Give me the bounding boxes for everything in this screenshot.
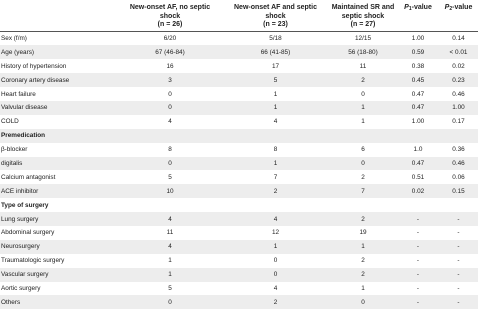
row-label: Coronary artery disease — [0, 73, 118, 87]
group2-value — [222, 129, 329, 143]
group2-value: 7 — [273, 173, 278, 181]
group1-value: 11 — [166, 229, 174, 237]
table-row — [0, 184, 478, 198]
p2-value: - — [439, 212, 478, 226]
group2-value: 5 — [222, 73, 329, 87]
group2-value: 1 — [222, 101, 329, 115]
table-row — [0, 170, 478, 184]
p1-value: - — [416, 257, 420, 265]
table-row — [0, 226, 478, 240]
header-p-letter: P — [444, 4, 450, 11]
header-new-onset-af-no-shock — [118, 0, 222, 31]
section-title: Premedication — [0, 129, 118, 143]
row-label: Heart failure — [1, 90, 36, 98]
table-row — [0, 254, 478, 268]
group1-value: 1 — [168, 257, 172, 265]
table-row — [0, 59, 478, 73]
header-count: (n = 26) — [157, 21, 183, 28]
p1-value: 1.0 — [413, 146, 423, 154]
p2-value: 0.06 — [452, 173, 465, 181]
header-new-onset-af-septic-shock — [222, 0, 329, 31]
p1-value: - — [397, 268, 439, 282]
group1-value: 1 — [118, 268, 222, 282]
group1-value: 8 — [168, 146, 172, 154]
p2-value: 0.46 — [452, 90, 465, 98]
group1-value: 5 — [168, 284, 172, 292]
p2-value: 0.23 — [439, 73, 478, 87]
row-label: Sex (f/m) — [1, 34, 27, 42]
p2-value — [439, 198, 478, 212]
header-subscript: 1 — [408, 6, 412, 12]
p2-value: 0.46 — [439, 157, 478, 171]
row-label: Valvular disease — [0, 101, 118, 115]
p2-value: 0.17 — [452, 118, 465, 126]
header-subscript: 2 — [449, 6, 453, 12]
row-label: Others — [0, 295, 118, 309]
p2-value: - — [439, 295, 478, 309]
group2-value — [222, 198, 329, 212]
group3-value: 2 — [361, 173, 365, 181]
row-label: Vascular surgery — [0, 268, 118, 282]
p2-value: - — [457, 284, 460, 292]
p1-value: 0.51 — [411, 173, 425, 181]
group1-value: 4 — [168, 118, 172, 126]
group3-value: 12/15 — [355, 34, 371, 42]
p1-value — [397, 129, 439, 143]
group3-value: 0 — [329, 295, 397, 309]
table-row — [0, 295, 478, 309]
p1-value: - — [397, 295, 439, 309]
p1-value: 1.00 — [411, 118, 425, 126]
p2-value: < 0.01 — [439, 45, 478, 59]
table-row — [0, 212, 478, 226]
table-row — [0, 31, 478, 45]
table-header — [0, 0, 478, 31]
group2-value: 1 — [222, 240, 329, 254]
p2-value: - — [439, 268, 478, 282]
table-row — [0, 268, 478, 282]
header-maintained-sr-septic-shock — [329, 0, 397, 31]
group1-value: 0 — [118, 295, 222, 309]
group2-value: 2 — [222, 184, 329, 198]
group2-value: 1 — [222, 157, 329, 171]
group1-value: 5 — [168, 173, 172, 181]
p1-value: 0.47 — [411, 90, 425, 98]
header-empty-cell — [0, 0, 118, 31]
group3-value: 2 — [329, 73, 397, 87]
group1-value: 0 — [168, 90, 172, 98]
p2-value: 1.00 — [439, 101, 478, 115]
header-row — [0, 0, 478, 31]
group3-value: 11 — [359, 62, 367, 70]
row-label: Neurosurgery — [0, 240, 118, 254]
group1-value: 67 (46-84) — [118, 45, 222, 59]
table-row — [0, 282, 478, 296]
table-row — [0, 240, 478, 254]
p2-value: 0.36 — [452, 146, 465, 154]
table-row — [0, 73, 478, 87]
header-suffix: -value — [452, 4, 473, 11]
p1-value: - — [397, 212, 439, 226]
group3-value: 1 — [329, 240, 397, 254]
header-suffix: -value — [411, 4, 432, 11]
header-p-letter: P — [404, 4, 409, 11]
row-label: Abdominal surgery — [1, 229, 55, 237]
group3-value: 1 — [361, 284, 365, 292]
group2-value: 12 — [271, 229, 280, 237]
group1-value: 0 — [118, 101, 222, 115]
p1-value: - — [416, 229, 420, 237]
group2-value: 1 — [273, 90, 278, 98]
group3-value: 1 — [329, 101, 397, 115]
table-body — [0, 31, 478, 309]
group1-value: 3 — [118, 73, 222, 87]
group3-value: 0 — [329, 157, 397, 171]
group2-value: 4 — [273, 118, 278, 126]
group3-value — [329, 198, 397, 212]
group3-value: 1 — [361, 118, 365, 126]
row-label: β-blocker — [1, 146, 28, 154]
row-label: Traumatologic surgery — [1, 257, 65, 265]
table-row — [0, 143, 478, 157]
header-label: New-onset AF and septic shock — [234, 4, 317, 20]
row-label: ACE inhibitor — [0, 184, 118, 198]
header-count: (n = 27) — [350, 21, 376, 28]
p1-value: 0.45 — [397, 73, 439, 87]
header-count: (n = 23) — [263, 21, 288, 28]
p1-value: 1.00 — [411, 34, 425, 42]
group1-value: 0 — [118, 157, 222, 171]
group1-value: 6/20 — [163, 34, 177, 42]
table-row — [0, 101, 478, 115]
header-p2-value — [439, 0, 478, 31]
group3-value: 2 — [361, 257, 365, 265]
p1-value: - — [416, 284, 420, 292]
group3-value: 2 — [329, 268, 397, 282]
row-label: Calcium antagonist — [1, 173, 56, 181]
section-title: Type of surgery — [1, 201, 49, 209]
p1-value — [397, 198, 439, 212]
group3-value: 6 — [361, 146, 365, 154]
header-label: New-onset AF, no septic shock — [129, 4, 211, 20]
group1-value: 4 — [118, 240, 222, 254]
group3-value — [329, 129, 397, 143]
p2-value: 0.02 — [452, 62, 465, 70]
p2-value: 0.15 — [439, 184, 478, 198]
group3-value: 19 — [359, 229, 367, 237]
row-label: COLD — [1, 118, 19, 126]
group2-value: 66 (41-85) — [222, 45, 329, 59]
table-row — [0, 45, 478, 59]
table-row — [0, 115, 478, 129]
group2-value: 4 — [222, 212, 329, 226]
section-header-row — [0, 129, 478, 143]
row-label: Age (years) — [0, 45, 118, 59]
p2-value — [439, 129, 478, 143]
group3-value: 2 — [329, 212, 397, 226]
row-label: Lung surgery — [0, 212, 118, 226]
header-label: Maintained SR and septic shock — [331, 4, 395, 20]
group1-value: 4 — [118, 212, 222, 226]
p1-value: 0.02 — [397, 184, 439, 198]
group2-value: 0 — [222, 268, 329, 282]
group3-value: 0 — [361, 90, 365, 98]
p1-value: 0.59 — [397, 45, 439, 59]
group1-value — [118, 198, 222, 212]
section-header-row — [0, 198, 478, 212]
group2-value: 8 — [273, 146, 278, 154]
group2-value: 0 — [273, 257, 278, 265]
group3-value: 7 — [329, 184, 397, 198]
p2-value: 0.14 — [452, 34, 465, 42]
table-row — [0, 87, 478, 101]
group1-value: 10 — [118, 184, 222, 198]
group2-value: 5/18 — [269, 34, 282, 42]
p2-value: - — [439, 240, 478, 254]
p2-value: - — [457, 229, 460, 237]
table-row — [0, 157, 478, 171]
row-label: digitalis — [0, 157, 118, 171]
group2-value: 4 — [273, 284, 278, 292]
group2-value: 2 — [222, 295, 329, 309]
group1-value: 16 — [166, 62, 174, 70]
group2-value: 17 — [271, 62, 280, 70]
p1-value: 0.47 — [397, 157, 439, 171]
header-p1-value — [397, 0, 439, 31]
p2-value: - — [457, 257, 460, 265]
p1-value: 0.47 — [397, 101, 439, 115]
p1-value: - — [397, 240, 439, 254]
row-label: Aortic surgery — [1, 284, 41, 292]
p1-value: 0.38 — [411, 62, 425, 70]
row-label: History of hypertension — [1, 62, 67, 70]
group3-value: 56 (18-80) — [329, 45, 397, 59]
group1-value — [118, 129, 222, 143]
